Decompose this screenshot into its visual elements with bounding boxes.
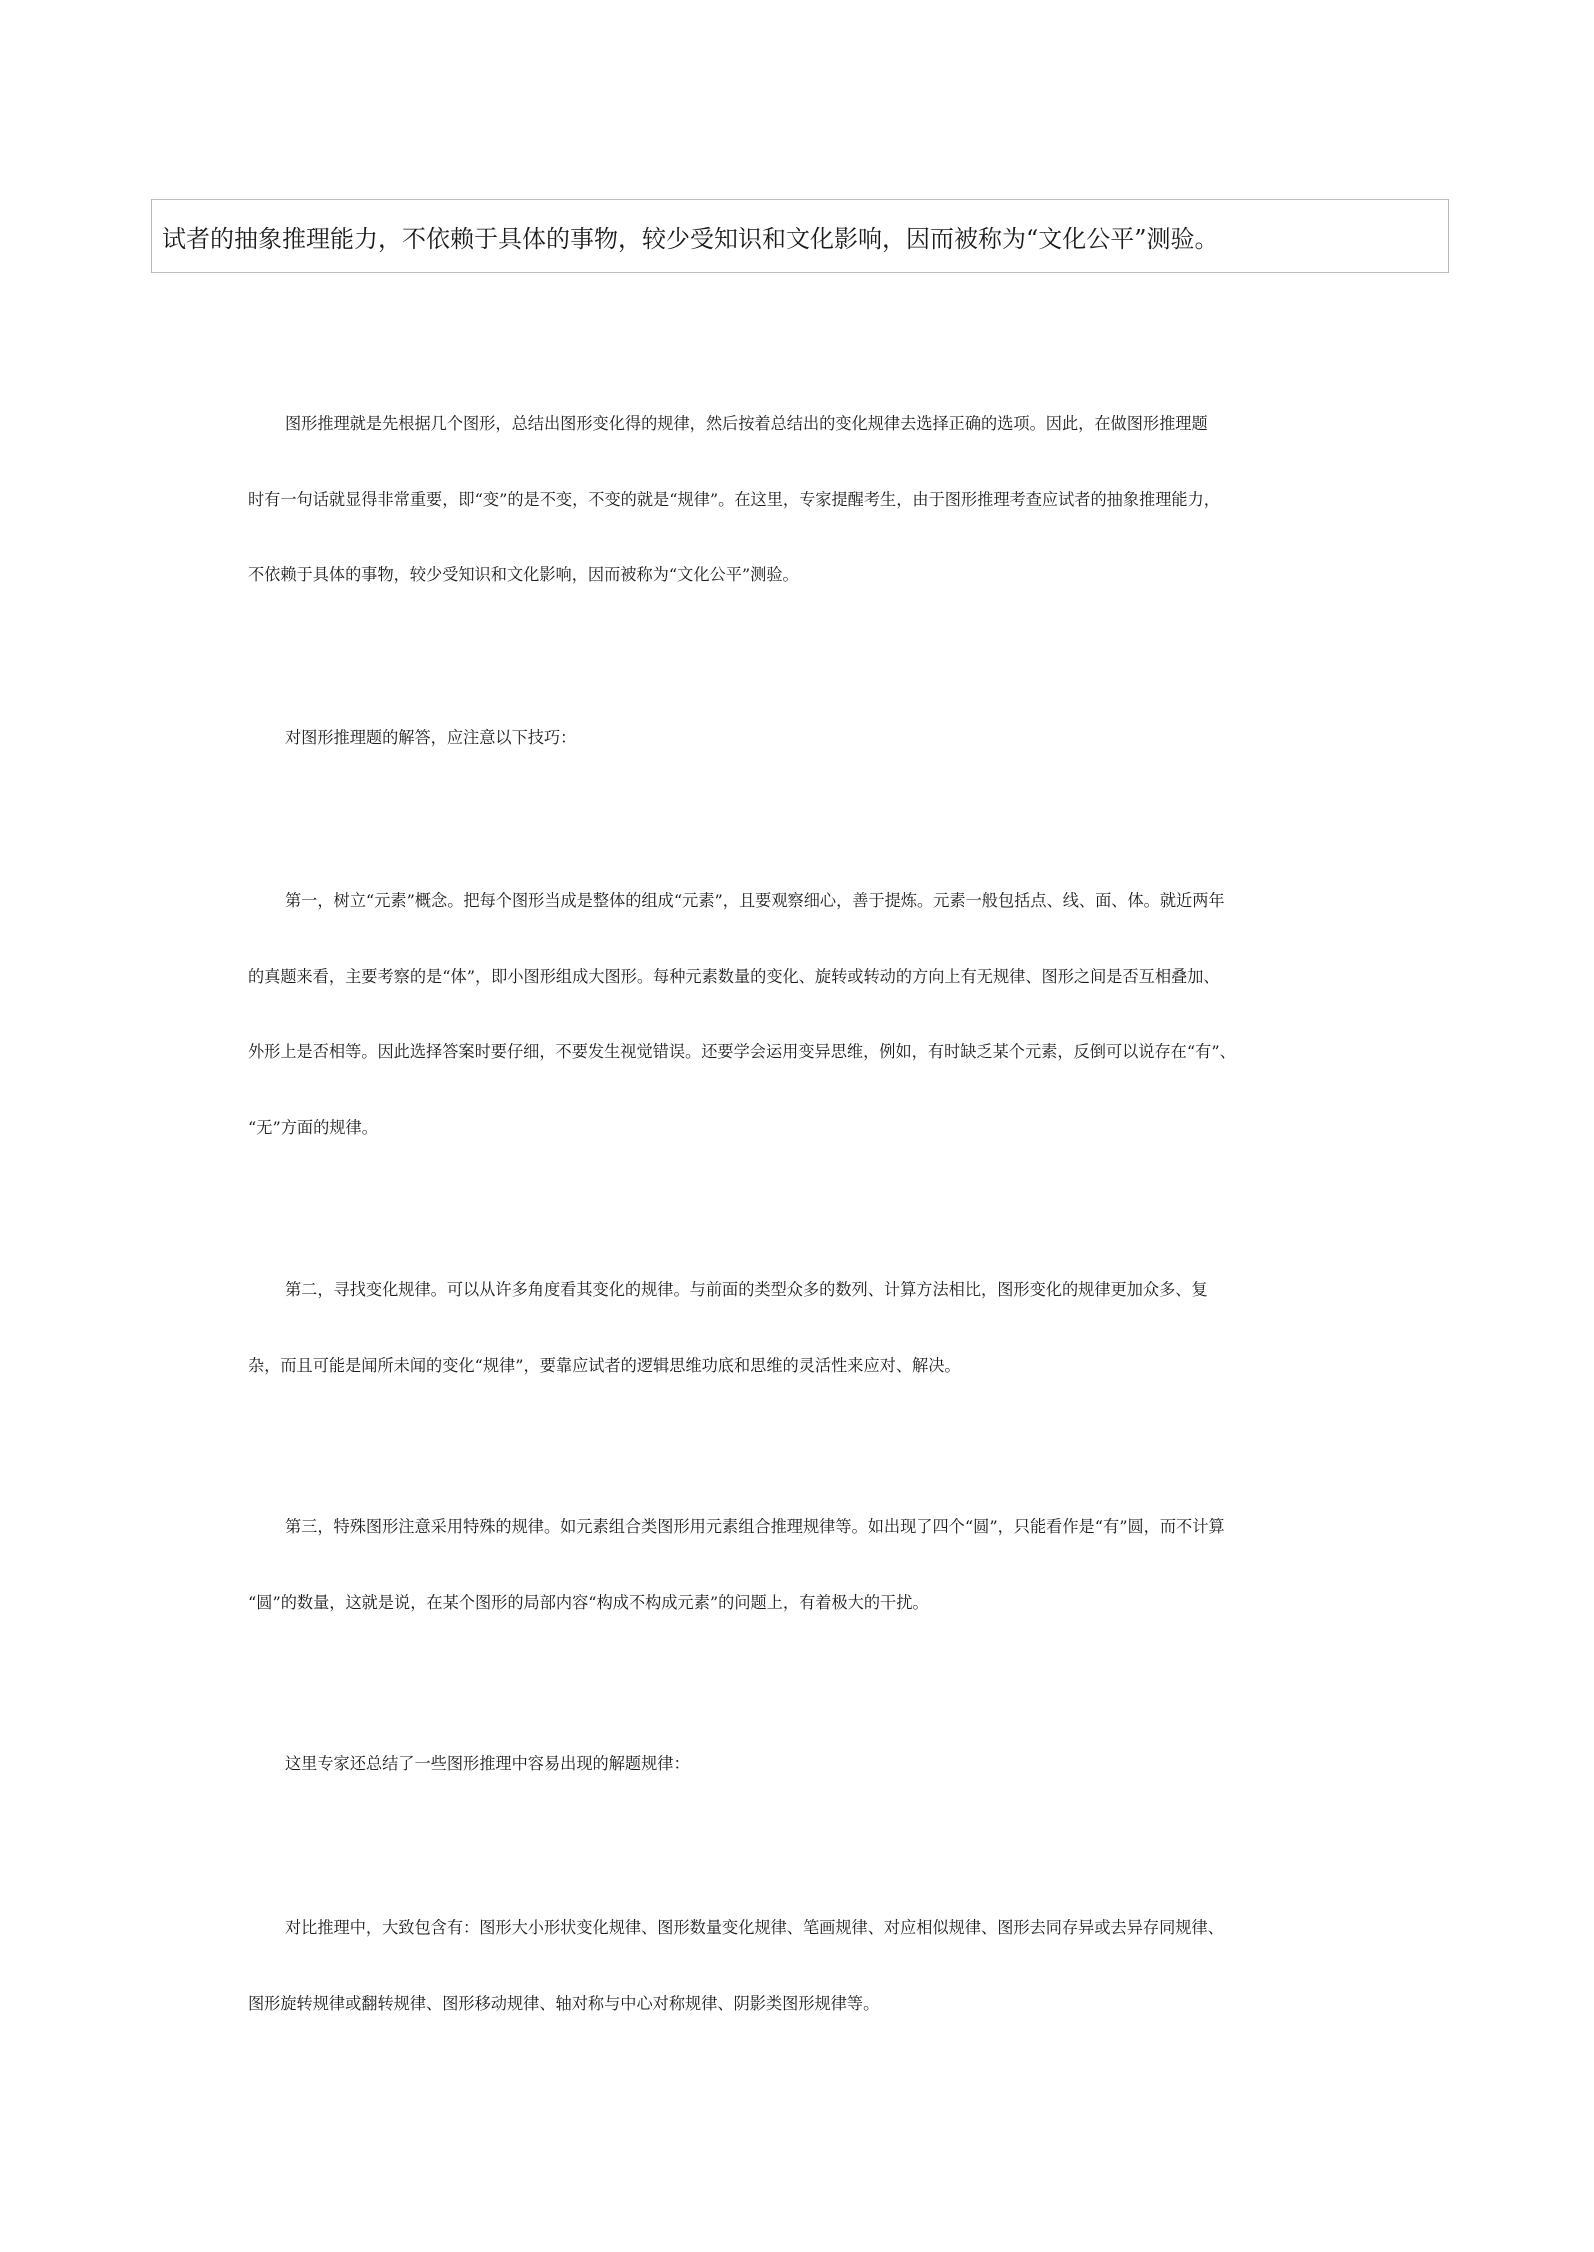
paragraph-line: 对比推理中，大致包含有：图形大小形状变化规律、图形数量变化规律、笔画规律、对应相似规律、图形去同存异或去异存同规律、: [285, 1918, 1224, 1937]
paragraph-line: 时有一句话就显得非常重要，即“变”的是不变，不变的就是“规律”。在这里，专家提醒考生，由于图形推理考查应试者的抽象推理能力，: [248, 490, 1220, 509]
paragraph-line: 第一，树立“元素”概念。把每个图形当成是整体的组成“元素”，且要观察细心，善于提炼。元素一般包括点、线、面、体。就近两年: [285, 891, 1225, 910]
callout-text: 试者的抽象推理能力，不依赖于具体的事物，较少受知识和文化影响，因而被称为“文化公平”测验。: [162, 224, 1219, 253]
paragraph-line: 这里专家还总结了一些图形推理中容易出现的解题规律：: [285, 1754, 690, 1773]
paragraph-line: 第三，特殊图形注意采用特殊的规律。如元素组合类图形用元素组合推理规律等。如出现了四个“圆”，只能看作是“有”圆，而不计算: [285, 1517, 1225, 1536]
paragraph-line: 的真题来看，主要考察的是“体”，即小图形组成大图形。每种元素数量的变化、旋转或转动的方向上有无规律、图形之间是否互相叠加、: [248, 967, 1220, 986]
paragraph-line: 杂，而且可能是闻所未闻的变化“规律”，要靠应试者的逻辑思维功底和思维的灵活性来应对、解决。: [248, 1356, 961, 1375]
paragraph-line: 图形推理就是先根据几个图形，总结出图形变化得的规律，然后按着总结出的变化规律去选择正确的选项。因此，在做图形推理题: [285, 414, 1208, 433]
paragraph-line: 第二，寻找变化规律。可以从许多角度看其变化的规律。与前面的类型众多的数列、计算方法相比，图形变化的规律更加众多、复: [285, 1280, 1208, 1299]
paragraph-line: 不依赖于具体的事物，较少受知识和文化影响，因而被称为“文化公平”测验。: [248, 565, 799, 584]
paragraph-line: “无”方面的规律。: [248, 1118, 378, 1137]
paragraph-line: 对图形推理题的解答，应注意以下技巧：: [285, 728, 577, 747]
paragraph-line: “圆”的数量，这就是说，在某个图形的局部内容“构成不构成元素”的问题上，有着极大的干扰。: [248, 1593, 929, 1612]
paragraph-line: 外形上是否相等。因此选择答案时要仔细，不要发生视觉错误。还要学会运用变异思维，例如，有时缺乏某个元素，反倒可以说存在“有”、: [248, 1042, 1236, 1061]
callout-box: [151, 199, 1449, 273]
paragraph-line: 图形旋转规律或翻转规律、图形移动规律、轴对称与中心对称规律、阴影类图形规律等。: [248, 1994, 880, 2013]
